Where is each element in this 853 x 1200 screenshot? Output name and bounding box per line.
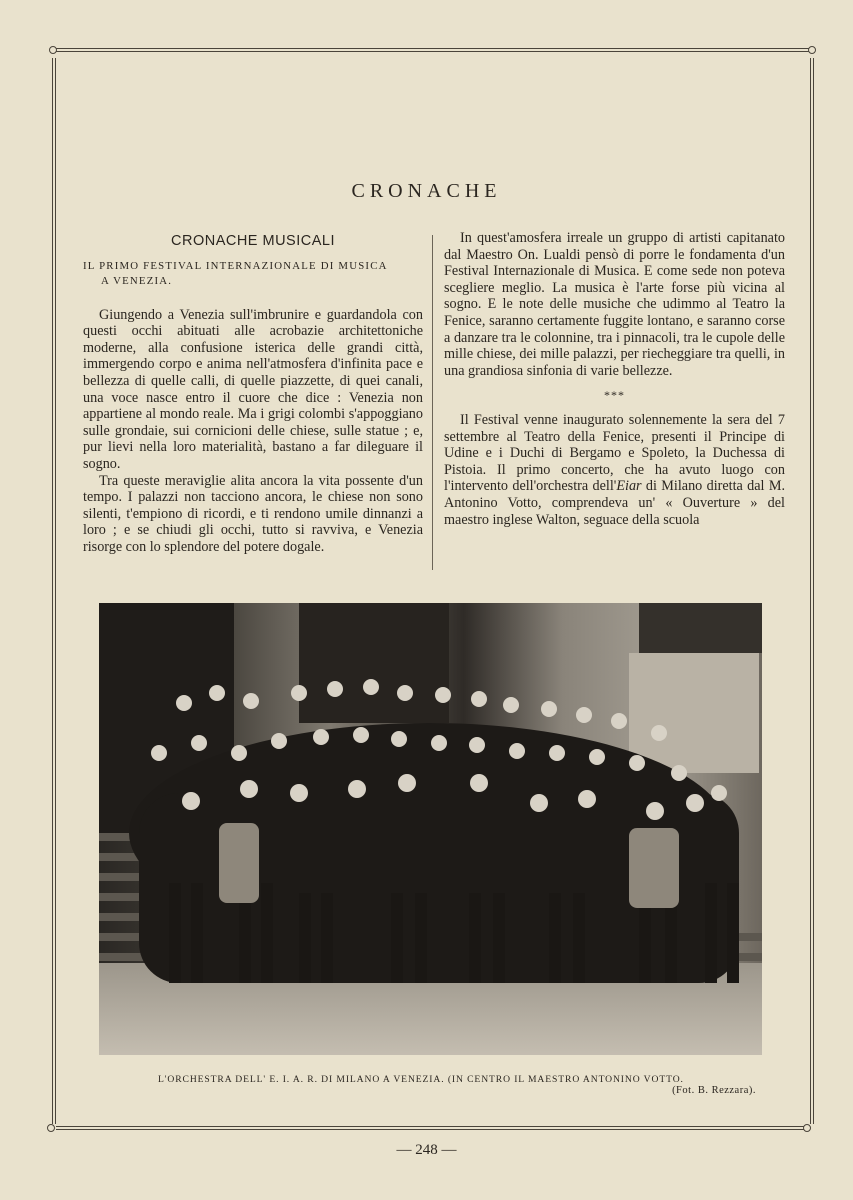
frame-corner-tl [49, 46, 57, 54]
paragraph-4-italic: Eiar [616, 478, 642, 495]
page-number: — 248 — [396, 1142, 457, 1158]
frame-bottom-line [56, 1126, 807, 1127]
section-title: CRONACHE MUSICALI [171, 233, 335, 249]
column-divider [432, 235, 433, 570]
article-subheading [83, 259, 423, 289]
frame-top-line-inner [56, 51, 813, 52]
frame-corner-bl [47, 1124, 55, 1132]
frame-top-line [56, 48, 813, 49]
frame-right-line [810, 58, 811, 1124]
frame-left-line-inner [55, 58, 56, 1124]
right-column [444, 230, 785, 528]
frame-corner-tr [808, 46, 816, 54]
frame-bottom-line-inner [56, 1129, 807, 1130]
paragraph-3: In quest'amosfera irreale un gruppo di artisti capitanato dal Maestro On. Lualdi pensò di porre le fondamenta d'un Festival Internazionale di Musica. E come sede non poteva scegliere meglio. La musica è l'arte forse più vicina al sogno. E le note delle musiche che udimmo al Teatro la Fenice, saranno certamente fuggite lontano, e saranno corse a danzare tra le colonnine, tra i pinnacoli, tra le cupole delle mille chiese, dei mille palazzi, per riecheggiare tra quelli, in una grandiosa sinfonia di varie bellezze. [444, 230, 785, 379]
subhead-line-1: IL PRIMO FESTIVAL INTERNAZIONALE DI MUSICA [83, 259, 388, 272]
subhead-line-2: A VENEZIA. [101, 274, 173, 287]
section-separator: *** [604, 388, 625, 403]
left-column [83, 230, 423, 556]
paragraph-4-part-2: di Milano diretta dal M. Antonino Votto, comprendeva un' « Ouverture » del maestro inglese Walton, seguace della scuola [444, 478, 785, 528]
photo-illustration [99, 603, 762, 1055]
orchestra-group-photo [99, 603, 762, 1055]
frame-corner-br [803, 1124, 811, 1132]
photo-caption: L'ORCHESTRA DELL' E. I. A. R. DI MILANO A VENEZIA. (IN CENTRO IL MAESTRO ANTONINO VOTTO. [158, 1074, 684, 1085]
photo-credit: (Fot. B. Rezzara). [672, 1085, 756, 1096]
paragraph-2: Tra queste meraviglie alita ancora la vita possente d'un tempo. I palazzi non tacciono ancora, le chiese non sono silenti, t'empiono di ricordi, e ti rendono umile dinnanzi a loro ; e se chiudi gli occhi, tutto si ravviva, e Venezia risorge con lo splendore del potere dogale. [83, 472, 423, 555]
frame-left-line [52, 58, 53, 1124]
paragraph-4 [444, 412, 785, 528]
paragraph-1: Giungendo a Venezia sull'imbrunire e guardandola con questi occhi abituati alle acrobazie architettoniche moderne, alla confusione isterica delle grandi città, immergendo corpo e anima nell'atmosfera d'infinita pace e bellezza di quelle calli, di quelle piazzette, di quei canali, una voce nasce entro il cuore che dice : Venezia non appartiene al mondo reale. Ma i grigi colombi s'appoggiano sulle grondaie, sui cornicioni delle chiese, sulle statue ; e, pur lievi nella loro materialità, bastano a far dileguare il sogno. [83, 306, 423, 472]
frame-right-line-inner [813, 58, 814, 1124]
page-title: CRONACHE [351, 180, 502, 202]
paragraph-4-part-1: Il Festival venne inaugurato solennemente la sera del 7 settembre al Teatro della Fenice, presenti il Principe di Udine e i Duchi di Bergamo e Spoleto, la Duchessa di Pistoia. Il primo concerto, che ha avuto luogo con l'intervento dell'orchestra dell' [444, 411, 785, 495]
